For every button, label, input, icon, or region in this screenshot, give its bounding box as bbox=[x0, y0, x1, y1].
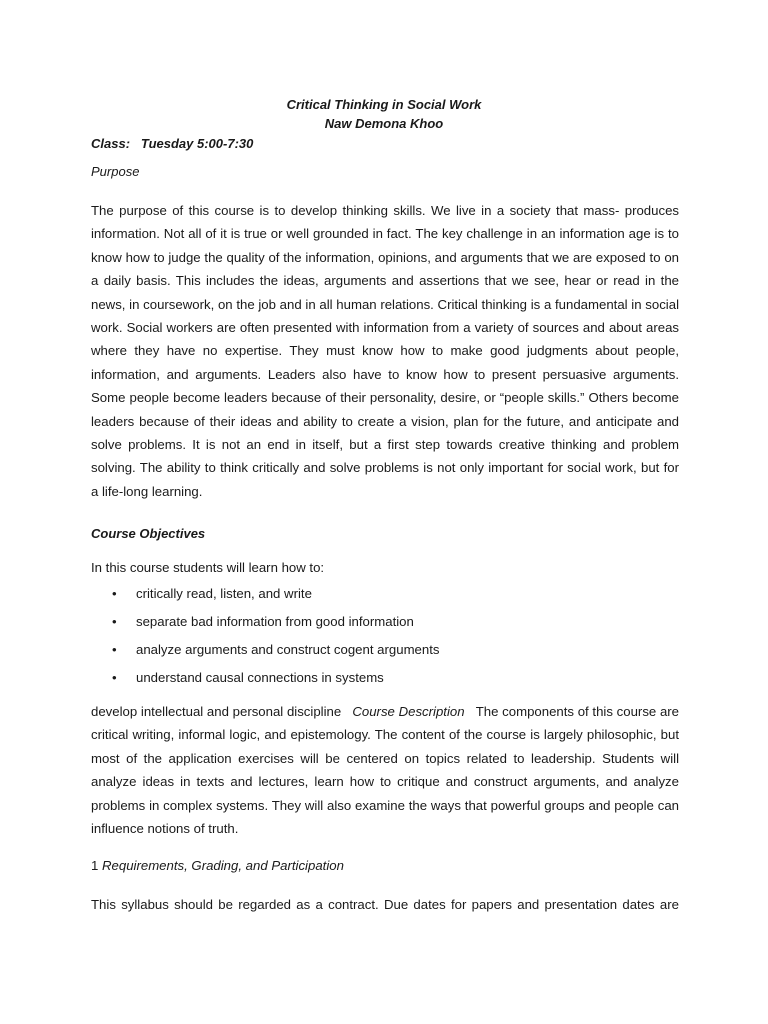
description-body: The components of this course are critical writing, informal logic, and epistemology. The content of the course is largely philosophic, but most of the application exercises will be centered on topics related to leadership. Students will analyze ideas in texts and lectures, learn how to critique and construct arguments, and analyze problems in complex systems. They will also examine the ways that powerful groups and people can influence notions of truth. bbox=[91, 704, 680, 837]
bullet-icon: • bbox=[112, 586, 117, 601]
requirements-paragraph: This syllabus should be regarded as a contract. Due dates for papers and presentation dates are bbox=[91, 897, 679, 912]
objectives-list bbox=[0, 584, 768, 696]
objective-text: analyze arguments and construct cogent arguments bbox=[136, 642, 440, 657]
bullet-icon: • bbox=[112, 670, 117, 685]
bullet-icon: • bbox=[112, 642, 117, 657]
class-time: Tuesday 5:00-7:30 bbox=[140, 136, 254, 151]
list-item bbox=[0, 668, 768, 696]
objective-text: understand causal connections in systems bbox=[136, 670, 384, 685]
purpose-paragraph: The purpose of this course is to develop thinking skills. We live in a society that mass- produces information. Not all of it is true or well grounded in fact. The key challenge in an information age is to know how to judge the quality of the information, opinions, and arguments that we are exposed to on a daily basis. This includes the ideas, arguments and assertions that we see, hear or read in the news, in coursework, on the job and in all human relations. Critical thinking is a fundamental in social work. Social workers are often presented with information from a variety of sources and about areas where they have no expertise. They must know how to make good judgments about people, information, and arguments. Leaders also have to know how to present persuasive arguments. Some people become leaders because of their personality, desire, or “people skills.” Others become leaders because of their ideas and ability to create a vision, plan for the future, and anticipate and solve problems. It is not an end in itself, but a first step towards creative thinking and problem solving. The ability to think critically and solve problems is not only important for social work, but for a life-long learning. bbox=[91, 203, 679, 499]
objectives-intro: In this course students will learn how to: bbox=[91, 560, 325, 575]
requirements-heading bbox=[91, 856, 344, 875]
objective-text: separate bad information from good information bbox=[136, 614, 414, 629]
list-item bbox=[0, 640, 768, 668]
list-item bbox=[0, 584, 768, 612]
bullet-icon: • bbox=[112, 614, 117, 629]
purpose-heading: Purpose bbox=[91, 164, 140, 179]
requirements-title: Requirements, Grading, and Participation bbox=[102, 858, 344, 873]
class-schedule bbox=[91, 134, 253, 153]
description-lead: develop intellectual and personal discipline bbox=[91, 704, 342, 719]
class-label: Class: bbox=[91, 136, 131, 151]
document-title: Critical Thinking in Social Work bbox=[286, 97, 482, 112]
document-author: Naw Demona Khoo bbox=[324, 116, 444, 131]
objective-text: critically read, listen, and write bbox=[136, 586, 312, 601]
objectives-heading: Course Objectives bbox=[91, 526, 206, 541]
requirements-number: 1 bbox=[91, 858, 99, 873]
description-paragraph bbox=[91, 700, 679, 840]
description-heading: Course Description bbox=[352, 704, 465, 719]
list-item bbox=[0, 612, 768, 640]
